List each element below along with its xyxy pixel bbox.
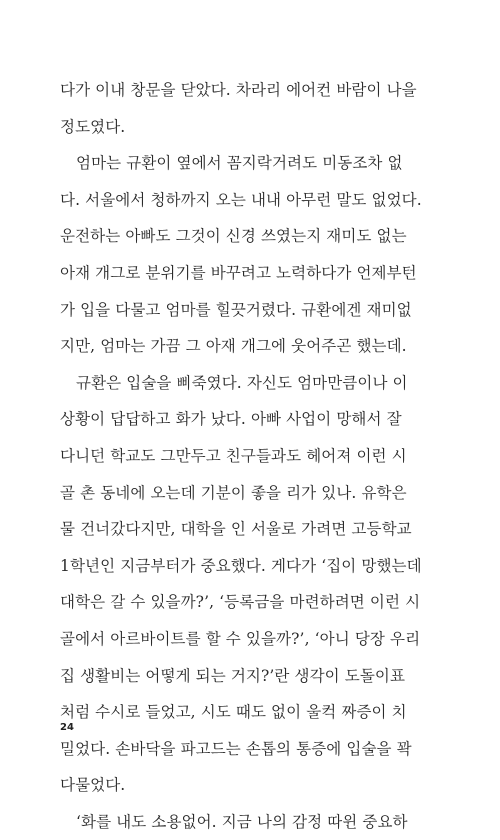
text-line: 다. 서울에서 청하까지 오는 내내 아무런 말도 없었다. <box>60 190 422 209</box>
text-line: 다니던 학교도 그만두고 친구들과도 헤어져 이런 시 <box>60 446 407 465</box>
text-line: 물 건너갔다지만, 대학을 인 서울로 가려면 고등학교 <box>60 520 412 539</box>
text-line: 골에서 아르바이트를 할 수 있을까?’, ‘아니 당장 우리 <box>60 629 421 648</box>
text-line: ‘화를 내도 소용없어. 지금 나의 감정 따윈 중요하 <box>76 812 408 831</box>
page-number: 24 <box>60 722 74 733</box>
body-text <box>60 72 442 840</box>
text-line: 다물었다. <box>60 776 126 795</box>
text-line: 처럼 수시로 들었고, 시도 때도 없이 울컥 짜증이 치 <box>60 703 407 722</box>
text-line: 1학년인 지금부터가 중요했다. 게다가 ‘집이 망했는데 <box>60 556 422 575</box>
text-line: 가 입을 다물고 엄마를 힐끗거렸다. 규환에겐 재미없 <box>60 300 412 319</box>
text-line: 규환은 입술을 삐죽였다. 자신도 엄마만큼이나 이 <box>76 373 408 392</box>
text-line: 운전하는 아빠도 그것이 신경 쓰였는지 재미도 없는 <box>60 227 407 246</box>
text-line: 밀었다. 손바닥을 파고드는 손톱의 통증에 입술을 꽉 <box>60 739 412 758</box>
text-line: 대학은 갈 수 있을까?’, ‘등록금을 마련하려면 이런 시 <box>60 593 421 612</box>
text-line: 지만, 엄마는 가끔 그 아재 개그에 웃어주곤 했는데. <box>60 337 407 356</box>
text-line: 다가 이내 창문을 닫았다. 차라리 에어컨 바람이 나을 <box>60 81 417 99</box>
text-line: 집 생활비는 어떻게 되는 거지?’란 생각이 도돌이표 <box>60 666 406 685</box>
text-line: 상황이 답답하고 화가 났다. 아빠 사업이 망해서 잘 <box>60 410 402 429</box>
text-line: 아재 개그로 분위기를 바꾸려고 노력하다가 언제부턴 <box>60 263 417 282</box>
text-line: 정도였다. <box>60 117 126 136</box>
text-line: 엄마는 규환이 옆에서 꼼지락거려도 미동조차 없 <box>76 154 403 173</box>
text-line: 골 촌 동네에 오는데 기분이 좋을 리가 있나. 유학은 <box>60 483 407 502</box>
